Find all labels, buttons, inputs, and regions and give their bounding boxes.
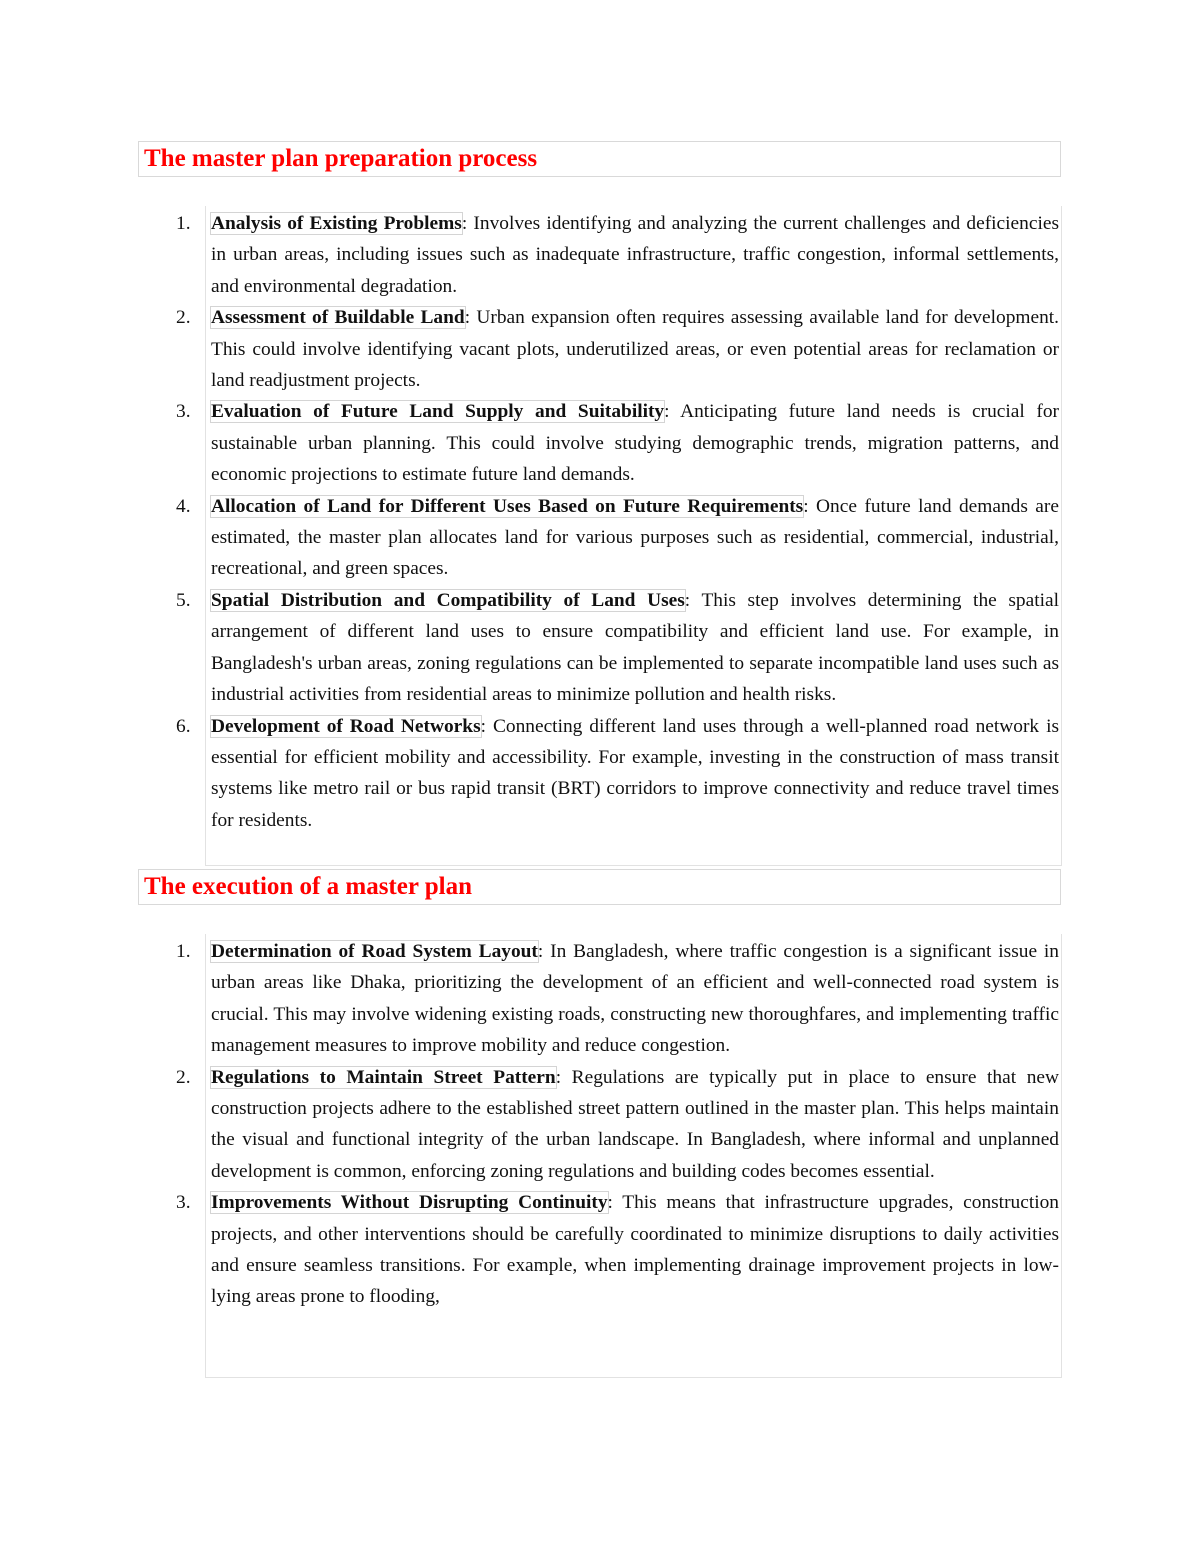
item-body [211,302,1059,396]
list-item [0,1062,1200,1188]
item-number: 3. [176,401,191,423]
item-text: : Involves identifying and analyzing the current challenges and deficiencies in urban areas, including issues such as inadequate infrastructure, traffic congestion, informal settlements, and environmental degradation. [211,213,1059,297]
item-term: Development of Road Networks [211,715,481,737]
item-number: 2. [176,307,191,329]
item-text: : Urban expansion often requires assessing available land for development. This could involve identifying vacant plots, underutilized areas, or even potential areas for reclamation or land readjustment projects. [211,307,1060,392]
list-item [0,208,1200,302]
list-item [0,711,1200,837]
item-term: Analysis of Existing Problems [211,213,462,234]
item-text: : In Bangladesh, where traffic congestion is a significant issue in urban areas like Dhaka, prioritizing the development of an efficient and well-connected road system is crucial. This may involve widening existing roads, constructing new thoroughfares, and implementing traffic management measures to improve mobility and reduce congestion. [211,941,1059,1057]
list-item [0,585,1200,711]
item-term: Evaluation of Future Land Supply and Suitability [211,401,665,423]
item-term: Improvements Without Disrupting Continuity [211,1192,608,1214]
list-item [0,491,1200,585]
item-text: : Once future land demands are estimated, the master plan allocates land for various purposes such as residential, commercial, industrial, recreational, and green spaces. [211,495,1059,580]
section-title: The master plan preparation process [144,145,538,172]
item-text: : Connecting different land uses through a well-planned road network is essential for efficient mobility and accessibility. For example, investing in the construction of mass transit systems like metro rail or bus rapid transit (BRT) corridors to improve connectivity and reduce travel times for residents. [211,715,1059,831]
section-heading-execution [138,869,1061,905]
list-item [0,302,1200,396]
list-item [0,936,1200,1062]
item-number: 2. [176,1066,191,1088]
item-number: 3. [176,1192,191,1214]
item-body [211,585,1059,711]
section-title: The execution of a master plan [144,873,472,900]
item-number: 1. [176,213,191,234]
item-term: Assessment of Buildable Land [211,307,465,329]
item-term: Spatial Distribution and Compatibility of Land Uses [211,589,685,611]
item-term: Allocation of Land for Different Uses Based on Future Requirements [211,495,804,517]
item-body [211,396,1059,490]
item-number: 6. [176,715,191,737]
execution-list [0,936,1200,1313]
item-text: : This means that infrastructure upgrades, construction projects, and other interventions should be carefully coordinated to minimize disruptions to daily activities and ensure seamless transitions. For example, when implementing drainage improvement projects in low-lying areas prone to flooding, [211,1192,1059,1308]
item-body [211,491,1059,585]
item-text: : Anticipating future land needs is crucial for sustainable urban planning. This could involve studying demographic trends, migration patterns, and economic projections to estimate future land demands. [211,401,1060,486]
item-number: 1. [176,941,191,962]
preparation-list [0,208,1200,836]
section-heading-preparation [138,141,1061,177]
item-number: 5. [176,589,191,611]
item-text: : Regulations are typically put in place to ensure that new construction projects adhere to the established street pattern outlined in the master plan. This helps maintain the visual and functional integrity of the urban landscape. In Bangladesh, where informal and unplanned development is common, enforcing zoning regulations and building codes becomes essential. [211,1066,1059,1182]
item-body [211,208,1059,302]
item-number: 4. [176,495,191,517]
item-text: : This step involves determining the spatial arrangement of different land uses to ensure compatibility and efficient land use. For example, in Bangladesh's urban areas, zoning regulations can be implemented to separate incompatible land uses such as industrial activities from residential areas to minimize pollution and health risks. [211,589,1059,706]
list-item [0,396,1200,490]
item-body [211,936,1059,1062]
item-term: Determination of Road System Layout [211,941,538,962]
item-body [211,711,1059,837]
item-term: Regulations to Maintain Street Pattern [211,1066,556,1088]
item-body [211,1062,1059,1188]
item-body [211,1187,1059,1313]
list-item [0,1187,1200,1313]
